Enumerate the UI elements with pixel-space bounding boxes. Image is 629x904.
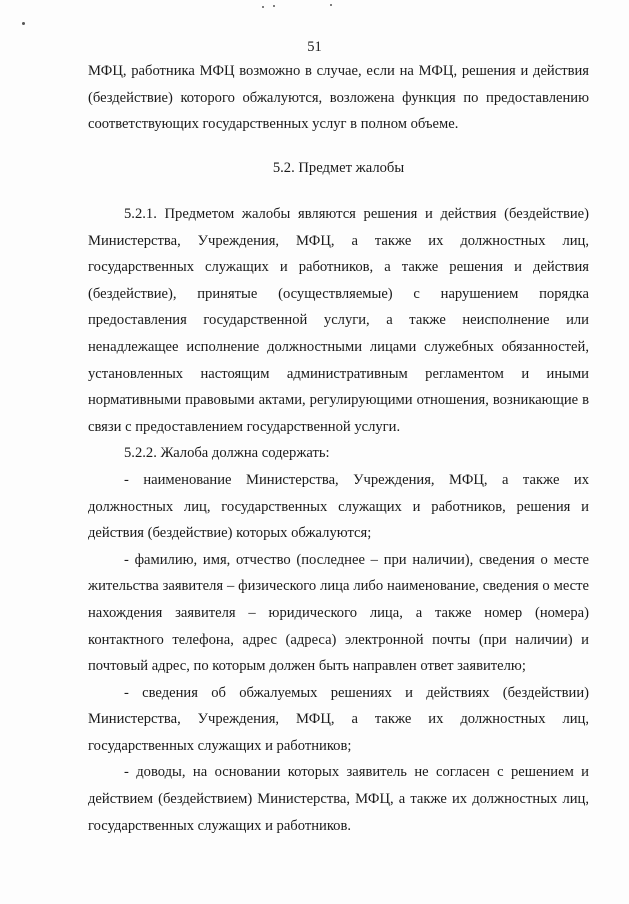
intro-paragraph: МФЦ, работника МФЦ возможно в случае, если на МФЦ, решения и действия (бездействие) которого обжалуются, возложена функция по предоставлению соответствующих государственных услуг в полном объеме. [88,63,589,133]
section-heading-block [88,155,589,182]
scan-speck [330,4,332,6]
list-item-appealed-decisions: - сведения об обжалуемых решениях и действиях (бездействии) Министерства, Учреждения, МФЦ, а также их должностных лиц, государственных служащих и работников; [88,684,589,754]
scan-speck [273,5,275,7]
scan-speck [22,22,25,25]
intro-block [88,58,589,138]
list-item-applicant-info: - фамилию, имя, отчество (последнее – при наличии), сведения о месте жительства заявителя – физического лица либо наименование, сведения о месте нахождения заявителя – юридического лица, а также номер (номера) контактного телефона, адрес (адреса) электронной почты (при наличии) и почтовый адрес, по которым должен быть направлен ответ заявителю; [88,551,589,675]
section-body [88,201,589,839]
paragraph-5-2-1: 5.2.1. Предметом жалобы являются решения и действия (бездействие) Министерства, Учреждения, МФЦ, а также их должностных лиц, государственных служащих и работников, а также решения и действия (бездействие), принятые (осуществляемые) с нарушением порядка предоставления государственной услуги, а также неисполнение или ненадлежащее исполнение должностными лицами служебных обязанностей, установленных настоящим административным регламентом и иными нормативными правовыми актами, регулирующими отношения, возникающие в связи с предоставлением государственной услуги. [88,206,589,435]
list-item-arguments: - доводы, на основании которых заявитель не согласен с решением и действием (бездействием) Министерства, МФЦ, а также их должностных лиц, государственных служащих и работников. [88,764,589,834]
scan-speck [262,6,264,8]
section-heading: 5.2. Предмет жалобы [272,160,405,176]
list-item-name: - наименование Министерства, Учреждения, МФЦ, а также их должностных лиц, государственных служащих и работников, решения и действия (бездействие) которых обжалуются; [88,471,589,542]
page-number: 51 [307,39,322,55]
paragraph-5-2-2: 5.2.2. Жалоба должна содержать: [124,445,330,462]
